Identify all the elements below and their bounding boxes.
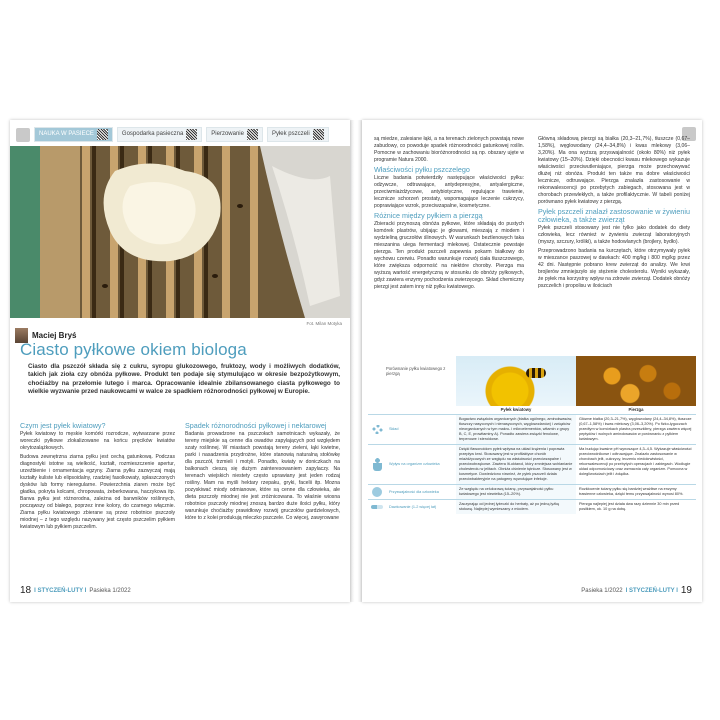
section-heading: Różnice między pyłkiem a pierzgą [374,211,483,220]
human-body-icon [373,458,382,471]
cell-beebread: Pierzga najlepiej jest działa dwa razy dziennie 30 min przed posiłkiem, ok. 10 g na dobę. [579,502,680,511]
pollen-cake-on-frames-image [10,146,350,318]
issue-label: Pasieka 1/2022 [89,587,131,594]
page-number: 18 [20,585,32,596]
table-header-labels [368,406,696,414]
dosage-pill-icon [371,505,383,509]
cell-pollen: Zaczynając od jednej łyżeczki do herbaty, aż po jedną łyżkę stołową. Najlepiej wymieszany z miodem. [456,500,576,514]
tag-label: Gospodarka pasieczna [121,131,184,137]
column-header-beebread: Pierzga [628,407,644,412]
table-row [368,484,696,499]
cell-pollen: Ze względu na celulozową ścianę, przyswajalność pyłku kwiatowego jest niewielka (15–20%). [456,485,576,499]
section-heading: Spadek różnorodności pyłkowej i nektarowej [185,421,327,430]
cell-pollen: Dzięki flawonoidom pyłek wpływa na układ krążenia i poprawia przepływ krwi. Stosowany jest w profilaktyce chorób miażdżycowych ze względu na właściwości przeciwzapalne i przeciwobrzękowe. Zawiera lit-oktanol, który zmniejsza wchłanianie cholesterolu w jelitach. Obniża ciśnienie tętnicze. Stosowany jest w kosmetyce. Dowiedziono również, że pyłek pszczeli działa przeciwbakteryjnie na patogeny wywołujące infekcje. [456,445,576,484]
magazine-logo-icon [16,128,30,142]
tag-4 [267,127,329,142]
paragraph: Badania prowadzone na pszczołach samotnicach wykazały, że tereny miejskie są cenne dla owadów zapylających pod względem szaty roślinnej. W miastach powstają tereny zieleni, łąki kwietne, parki i nasadzenia przydrożne, które stanowią naturalną stołówkę dla pszczół, trzmieli i motyli. Ponadto, kwiaty w doniczkach na balkonach cieszą się dużym zainteresowaniem zapylaczy. Na terenach wiejskich niestety często uprawiany jest jeden rodzaj rośliny. Mam na myśli hektary rzepaku, gryki, facelii itp. Mozna pozyskiwać miody odmianowe, które są cenne dla człowieka, ale dieta pszczoły miodnej nie jest zróżnicowana. To właśnie wiosna robotnice pszczoły miodnej znoszą bardzo duże ilości pyłku, który warunkuje choćiażby prawidłowy rozwój gruczołów gardzielowych, które to z kolei produkują mleczko pszczele. Co więcej, zawyrowane [185,431,340,521]
paragraph: Pyłek kwiatowy to męskie komórki rozrodcze, wytwarzane przez woreczki pyłkowe zlokalizowane na końcu pręcików kwiatów okrytozalążkowych. [20,431,175,451]
cell-pollen: Bogactwo związków organicznych (białka ogólnego, aminokwasów, tłuszczy nasyconych i nienasyconych, węglowodanów) i związków nieorganicznych w tym makro- i mikroelementów, witamin z grupy B, C, E, prowitaminy A). Ponadto zawiera związki fenolowe, terpenowe i steroidowe. [456,415,576,444]
article-title: Ciasto pyłkowe okiem biologa [20,340,247,359]
cell-beebread: Rozkłocenie ściany pyłku się bardziej wrażliwe na enzymy trawienne człowieka, dzięki temu przyswajalność wynosi 80%. [579,487,684,496]
tag-1 [34,127,113,142]
right-column-2 [538,136,690,292]
right-page [362,120,702,602]
qr-code-icon [186,129,197,140]
issue-months: I STYCZEŃ-LUTY I [34,587,87,594]
right-footer [581,585,692,596]
author-name: Maciej Bryś [32,331,77,340]
paragraph: są miedze, zalesiane łąki, a na terenach zielonych powstają nowe zabudowy, co powoduje spadek różnorodności gatunkowej roślin. Pomocne w zachowaniu bioróżnorodności są np. obszary ujęte w programie Natura 2000. [374,136,524,163]
section-heading: Pyłek pszczeli znalazł zastosowanie w żywieniu człowieka, a także zwierząt [538,207,690,224]
right-column-1 [374,136,524,293]
page-number: 19 [680,585,692,596]
table-row [368,499,696,514]
molecule-icon [372,425,383,434]
tag-label: NAUKA W PASIECE [39,131,94,137]
issue-label: Pasieka 1/2022 [581,587,623,594]
bee-bread-comb-image [576,356,696,406]
bee-image [526,368,546,378]
absorption-icon [372,487,382,497]
section-tags [16,127,344,142]
flower-pollen-image [456,356,576,406]
table-row [368,444,696,484]
row-label: Przyswajalność dla człowieka [389,489,439,494]
qr-code-icon [247,129,258,140]
book-spine [350,120,362,602]
left-page [10,120,350,602]
table-intro: Porównanie pyłku kwiatowego z pierzgą [386,366,446,376]
table-header-images [368,356,696,406]
left-column-1 [20,422,175,533]
comparison-table [368,356,696,578]
row-label: Dawkowanie (1-2 więcej łat) [389,504,437,509]
article-lead: Ciasto dla pszczół składa się z cukru, syropu glukozowego, fruktozy, wody i możliwych dodatków, takich jak zioła czy obnóża pyłkowe. Produkt ten podaje się stymulująco w okresie bezpożytkowym, choćiażby na przełomie lutego i marca. Opracowanie idealnie zbilansowanego ciasta pyłkowego to wielkie wyzwanie przed naukowcami w walce ze spadkiem różnorodności pyłkowej w Europie. [28,363,340,396]
paragraph: Pyłek pszczeli stosowany jest nie tylko jako dodatek do diety człowieka, lecz również w żywieniu zwierząt laboratoryjnych (myszy, szczury, króliki), a także hodowlanych (brojlery, bydło). [538,225,690,245]
section-heading: Czym jest pyłek kwiatowy? [20,421,106,430]
paragraph: Przeprowadzono badania na kurczętach, które otrzymywały pyłek w mieszance paszowej w dawkach: 400 mg/kg i 800 mg/kg przez 42 dni. Następnie pobrano krew zwierząt do analizy. We krwi brojlerów zmniejszyło się stężenie cholesterolu. Wyniki wykazały, że pyłek ma korzystny wpływ na zdrowie zwierząt. Dodatek obnóży pszczelich i propolisu w ilościach [538,248,690,289]
photo-credit: Fot. Milan Motyka [306,321,342,326]
section-heading: Właściwości pyłku pszczelego [374,165,470,174]
cell-beebread: Ma budując kwaśne pH wynoszące 4,3–4,5. Wykazuje właściwości przeciwrodnikowe i odtruwające. Znalazło zastosowanie w chorobach jelit, cukrzycy, leczeniu niedokrwistości, rekonwalescencji po przebytych operacjach i zabiegach. Wodlugie układ odpornościowy oraz wzmacnia cały organizm. Pomocna w dolegliwościach jelit i żołądka. [579,447,692,476]
hive-photo [10,146,350,318]
left-column-2 [185,422,340,524]
column-header-pollen: Pyłek kwiatowy [500,407,532,412]
issue-months: I STYCZEŃ-LUTY I [625,587,678,594]
table-row [368,414,696,444]
row-label: Skład [389,427,399,431]
row-label: Wpływ na organizm człowieka [389,462,440,466]
paragraph: Główną składową pierzgi są białka (20,3–21,7%), tłuszcze (0,67–1,58%), węglowodany (24,4–34,8%) i kwas mlekowy (3,06–3,20%). Ma ona wyższą przyswajalność (około 80%) niż pyłek kwiatowy (15–20%). Dzięki obecności kwasu mlekowego wykazuje właściwości przeciwutleniające, pierzga może przechowywać dłużej niż obnóża. Produkt ten także ma dobre właściwości lecznicze, odtruwające. Pierzga znalazła zastosowanie w rekonwalescencji po przebytych zabiegach, stosowana jest w chorobach przewlekłych, a także profilaktycznie. W tabeli poniżej porównano pyłek kwiatowy z pierzgą. [538,136,690,205]
qr-code-icon [97,129,108,140]
paragraph: Budowa zewnętrzna ziarna pyłku jest cechą gatunkową. Podczas diagnostyki istotne są wielkość, kształt, rozmieszczenie apertur, urzeźbienie i ornamentacja egzyny. Ziarna pyłku zazwyczaj mają kształty kuliste lub elipsoidalny, rzadziej fasolkowaty, spłaszczonych dysków lub formy nieregularne. Powierzchnia ziaren może być gładka, pokryta kolcami, chropowata, żeberkowana, haczykowa itp. Barwa pyłku jest różnorodna, zależna od barwników roślinnych, począwszy od białego, poprzez inne kolory, do czarnego włącznie. Ziarna pyłku kwiatowego zbierane są przez robotnice pszczoły miodnej – z tego względu nazywany jest często pszczelim pyłkiem kwiatowym lub pyłkiem pszczelim. [20,454,175,530]
tag-label: Pierzowanie [211,131,244,137]
cell-beebread: Główne białka (20,3–21,7%), węglowodany (24,4–34,8%), tłuszcze (0,67–1,58%) i kwas mlekowy (3,06–3,20%). Po fizko-łyguczach przedtym w komórkach plastra przeszklimy, pierzga zawiera więcej peptydów i wolnych aminokwasów w porównaniu z pyłkiem kwiatowym. [579,417,692,441]
left-footer [20,585,131,596]
paragraph: Liczne badania potwierdziły następujące właściwości pyłku: odżywcze, odtruwające, antydepresyjne, antyalergiczne, przeciwmiażdżycowe, antybiotyczne, regulujące trawienie, lecznicze schorzeń prostaty, wspomagające leczenie cukrzycy, poprawiające wzrok, przeciwzapalne, kosmetyczne. [374,175,524,209]
tag-label: Pyłek pszczeli [271,131,310,137]
qr-code-icon [313,129,324,140]
tag-2 [117,127,202,142]
tag-3 [206,127,263,142]
paragraph: Zbieracki przynoszą obnóża pyłkowe, które składają do pustych komórek plastrów, ubijając je głowami, mieszają z miodem i wydzieliną gruczołów ślinowych. W warunkach beztlenowych taka mieszanina ulega fermentacji mlekowej. Ostatecznie powstaje pierzga. Ten produkt pszczeli zapewnia pokarm białkowy do wychowu czerwiu. Ponadto warunkuje rozwój ciała tłuszczowego, które zwiększa odporność na niektóre choroby. Pierzga ma wyższą wartość energetyczną w stosunku do obnóży pyłkowych, gdyż zawiera enzymy pochodzenia zwierzęcego. Skład chemiczny pierzgi jest zatem inny niż pyłku kwiatowego. [374,221,524,290]
